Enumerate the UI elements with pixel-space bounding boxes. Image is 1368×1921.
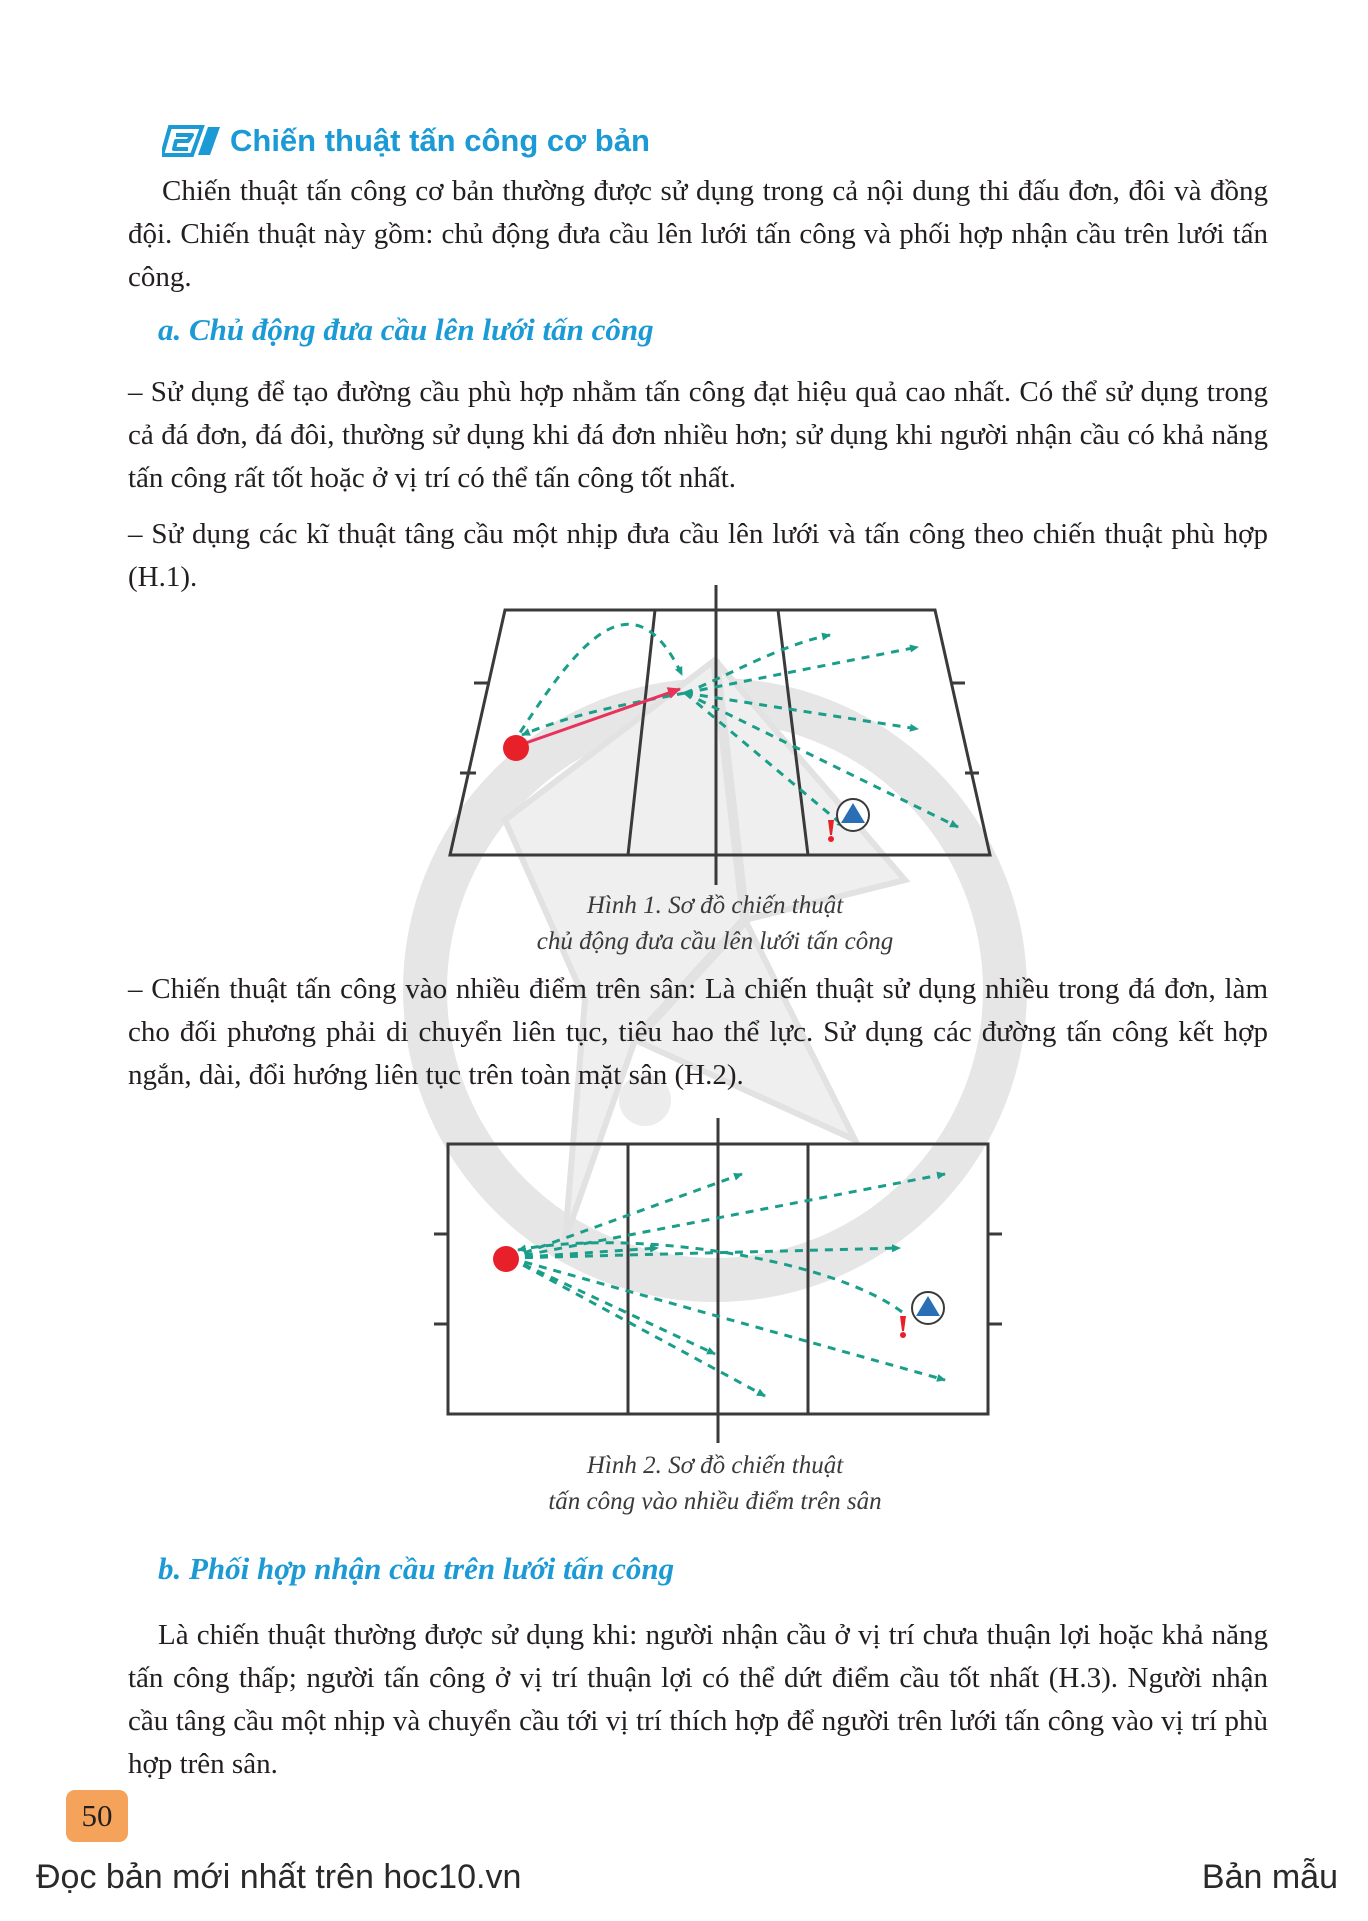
figure-1-caption-line1: Hình 1. Sơ đồ chiến thuật: [586, 892, 844, 919]
figure-1-diagram: [430, 585, 1010, 885]
shuttlecock-icon: [828, 820, 834, 842]
bullet-1: – Sử dụng để tạo đường cầu phù hợp nhằm tấn công đạt hiệu quả cao nhất. Có thể sử dụng trong cả đá đơn, đá đôi, thường sử dụng khi đá đơn nhiều hơn; sử dụng khi người nhận cầu có khả năng tấn công rất tốt hoặc ở vị trí có thể tấn công tốt nhất.: [128, 376, 1268, 494]
subheading-b: b. Phối hợp nhận cầu trên lưới tấn công: [158, 1551, 675, 1586]
section-heading: [162, 118, 650, 164]
footer-label-right: Bản mẫu: [1201, 1858, 1338, 1896]
attack-arrow: [520, 689, 680, 745]
court-outline: [450, 610, 990, 855]
dashed-arrows: [510, 1174, 945, 1396]
section-title: Chiến thuật tấn công cơ bản: [230, 123, 650, 158]
attacker-player-icon: [503, 735, 529, 761]
part-b-paragraph: Là chiến thuật thường được sử dụng khi: người nhận cầu ở vị trí chưa thuận lợi hoặc khả năng tấn công thấp; người tấn công ở vị trí thuận lợi có thể dứt điểm cầu tốt nhất (H.3). Người nhận cầu tâng cầu một nhịp và chuyển cầu tới vị trí thích hợp để người trên lưới tấn công vào vị trí phù hợp trên sân.: [128, 1619, 1268, 1780]
opponent-player-icon: [837, 799, 869, 831]
attacker-player-icon: [493, 1246, 519, 1272]
figure-1-caption-line2: chủ động đưa cầu lên lưới tấn công: [536, 928, 894, 955]
intro-paragraph: Chiến thuật tấn công cơ bản thường được sử dụng trong cả nội dung thi đấu đơn, đôi và đồng đội. Chiến thuật này gồm: chủ động đưa cầu lên lưới tấn công và phối hợp nhận cầu trên lưới tấn công.: [128, 175, 1268, 293]
numbered-2-icon: [162, 121, 222, 161]
figure-2-caption: [465, 1448, 965, 1520]
bullet-2: – Sử dụng các kĩ thuật tâng cầu một nhịp đưa cầu lên lưới và tấn công theo chiến thuật phù hợp (H.1).: [128, 518, 1268, 593]
opponent-player-icon: [912, 1292, 944, 1324]
shuttlecock-icon: [900, 1316, 906, 1338]
subheading-a: a. Chủ động đưa cầu lên lưới tấn công: [158, 312, 654, 347]
figure-2-caption-line2: tấn công vào nhiều điểm trên sân: [548, 1488, 882, 1515]
figure-1-caption: [465, 888, 965, 960]
footer-link-left[interactable]: Đọc bản mới nhất trên hoc10.vn: [36, 1858, 522, 1896]
figure-2-diagram: [430, 1118, 1010, 1448]
figure-2-caption-line1: Hình 2. Sơ đồ chiến thuật: [586, 1452, 844, 1479]
page-number-badge: 50: [66, 1790, 128, 1842]
bullet-3: – Chiến thuật tấn công vào nhiều điểm trên sân: Là chiến thuật sử dụng nhiều trong đá đơn, làm cho đối phương phải di chuyển liên tục, tiêu hao thể lực. Sử dụng các đường tấn công kết hợp ngắn, dài, đổi hướng liên tục trên toàn mặt sân (H.2).: [128, 973, 1268, 1091]
